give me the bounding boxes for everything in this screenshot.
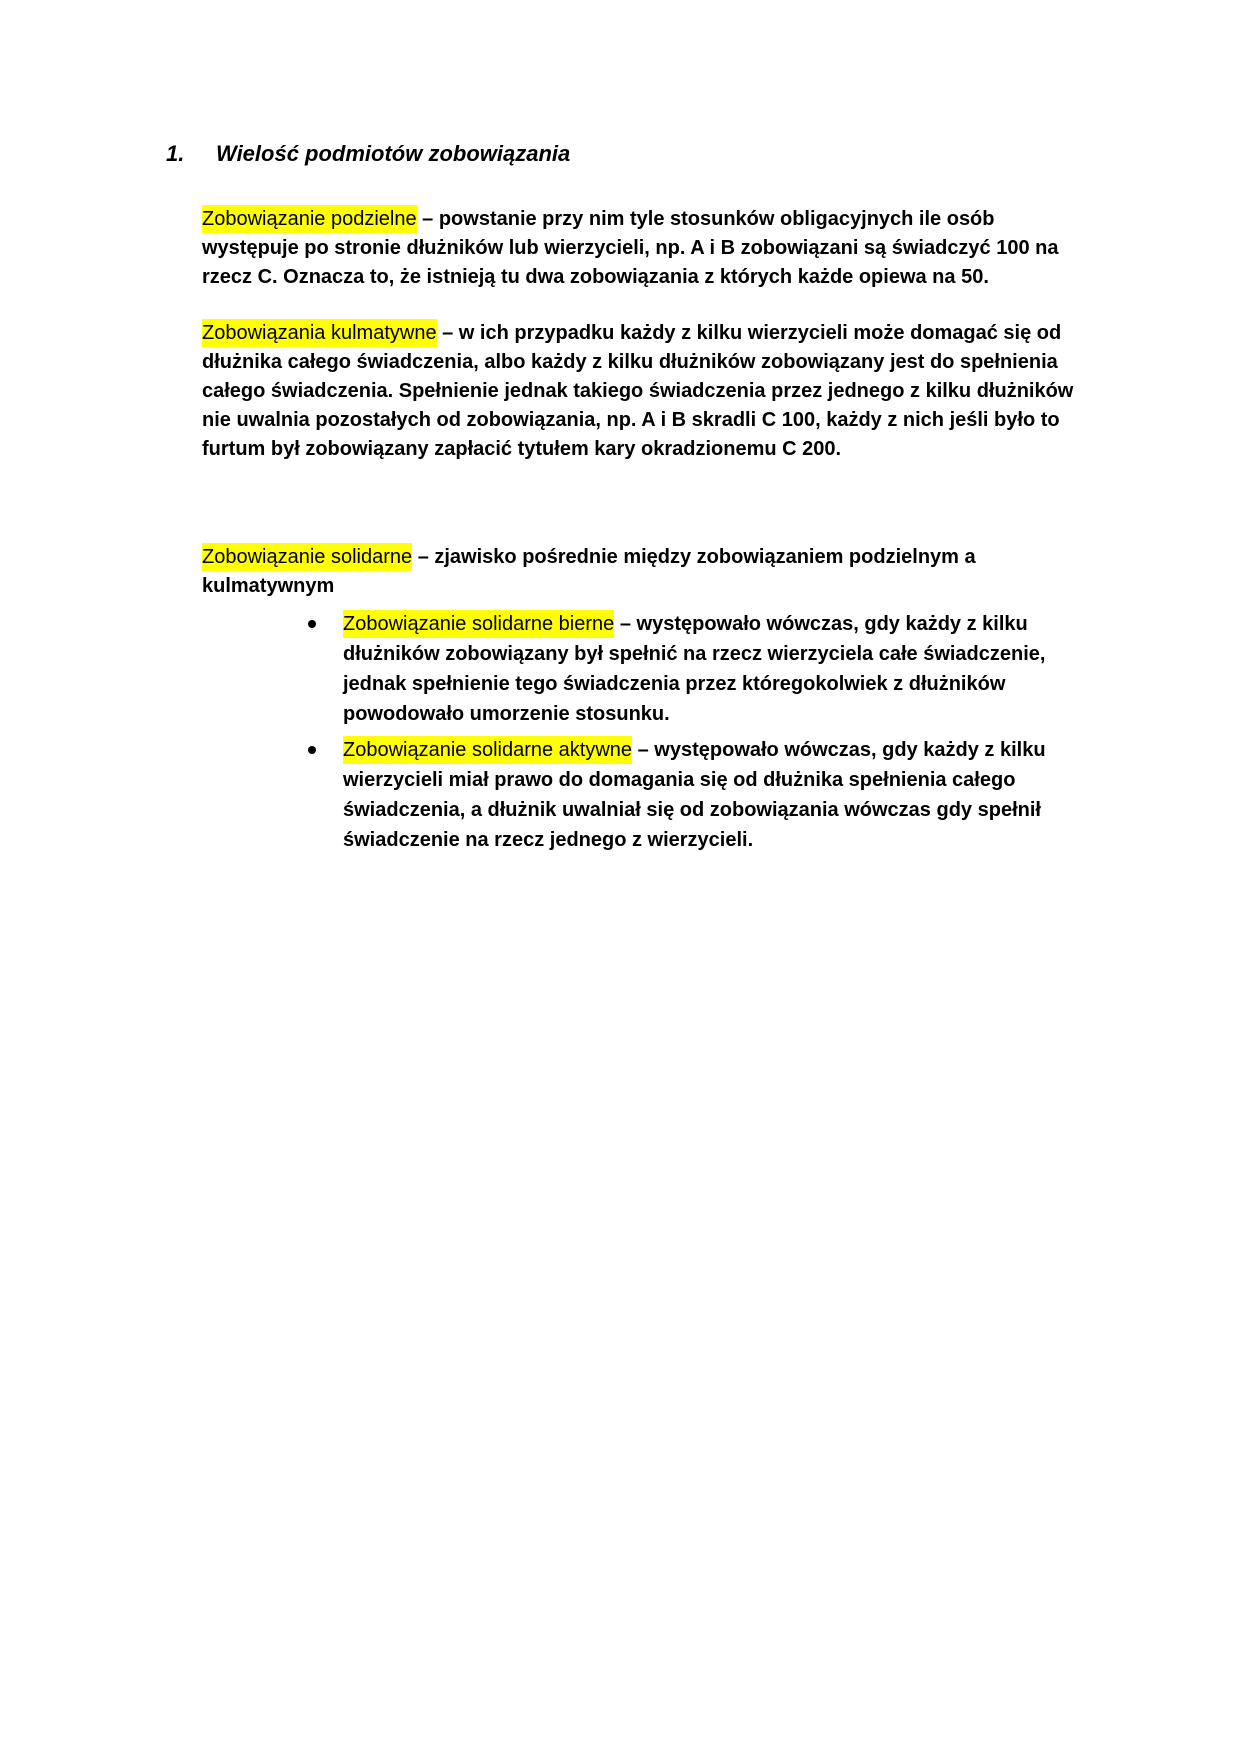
highlighted-term: Zobowiązanie podzielne <box>202 205 417 233</box>
body-text: – występowało wówczas, gdy każdy z kilku wierzycieli miał prawo do domagania się od dłużnika spełnienia całego świadczenia, a dłużnik uwalniał się od zobowiązania wówczas gdy spełnił świadczenie na rzecz jednego z wierzycieli. <box>343 739 1046 851</box>
heading-title: Wielość podmiotów zobowiązania <box>216 141 571 166</box>
paragraph <box>202 491 1082 601</box>
bullet-item <box>202 735 1082 855</box>
document-content <box>0 0 1240 855</box>
body-text: – w ich przypadku każdy z kilku wierzycieli może domagać się od dłużnika całego świadczenia, albo każdy z kilku dłużników zobowiązany jest do spełnienia całego świadczenia. Spełnienie jednak takiego świadczenia przez jednego z kilku dłużników nie uwalnia pozostałych od zobowiązania, np. A i B skradli C 100, każdy z nich jeśli było to furtum był zobowiązany zapłacić tytułem kary okradzionemu C 200. <box>202 322 1074 460</box>
bullet-icon <box>308 746 316 754</box>
bullet-text <box>343 735 1080 855</box>
paragraph <box>202 205 1082 292</box>
document-body <box>0 205 1240 855</box>
bullet-text <box>343 609 1080 729</box>
highlighted-term: Zobowiązania kulmatywne <box>202 319 437 347</box>
paragraph <box>202 319 1082 464</box>
highlighted-term: Zobowiązanie solidarne aktywne <box>343 736 632 764</box>
body-text: – powstanie przy nim tyle stosunków obligacyjnych ile osób występuje po stronie dłużników lub wierzycieli, np. A i B zobowiązani są świadczyć 100 na rzecz C. Oznacza to, że istnieją tu dwa zobowiązania z których każde opiewa na 50. <box>202 208 1059 288</box>
highlighted-term: Zobowiązanie solidarne <box>202 543 412 571</box>
highlighted-term: Zobowiązanie solidarne bierne <box>343 610 614 638</box>
body-text: – występowało wówczas, gdy każdy z kilku dłużników zobowiązany był spełnić na rzecz wierzyciela całe świadczenie, jednak spełnienie tego świadczenia przez któregokolwiek z dłużników powodowało umorzenie stosunku. <box>343 613 1046 725</box>
bullet-item <box>202 609 1082 729</box>
section-heading <box>0 139 1240 169</box>
heading-number: 1. <box>166 141 185 166</box>
bullet-icon <box>308 620 316 628</box>
body-text: – zjawisko pośrednie między zobowiązaniem podzielnym a kulmatywnym <box>202 546 976 597</box>
